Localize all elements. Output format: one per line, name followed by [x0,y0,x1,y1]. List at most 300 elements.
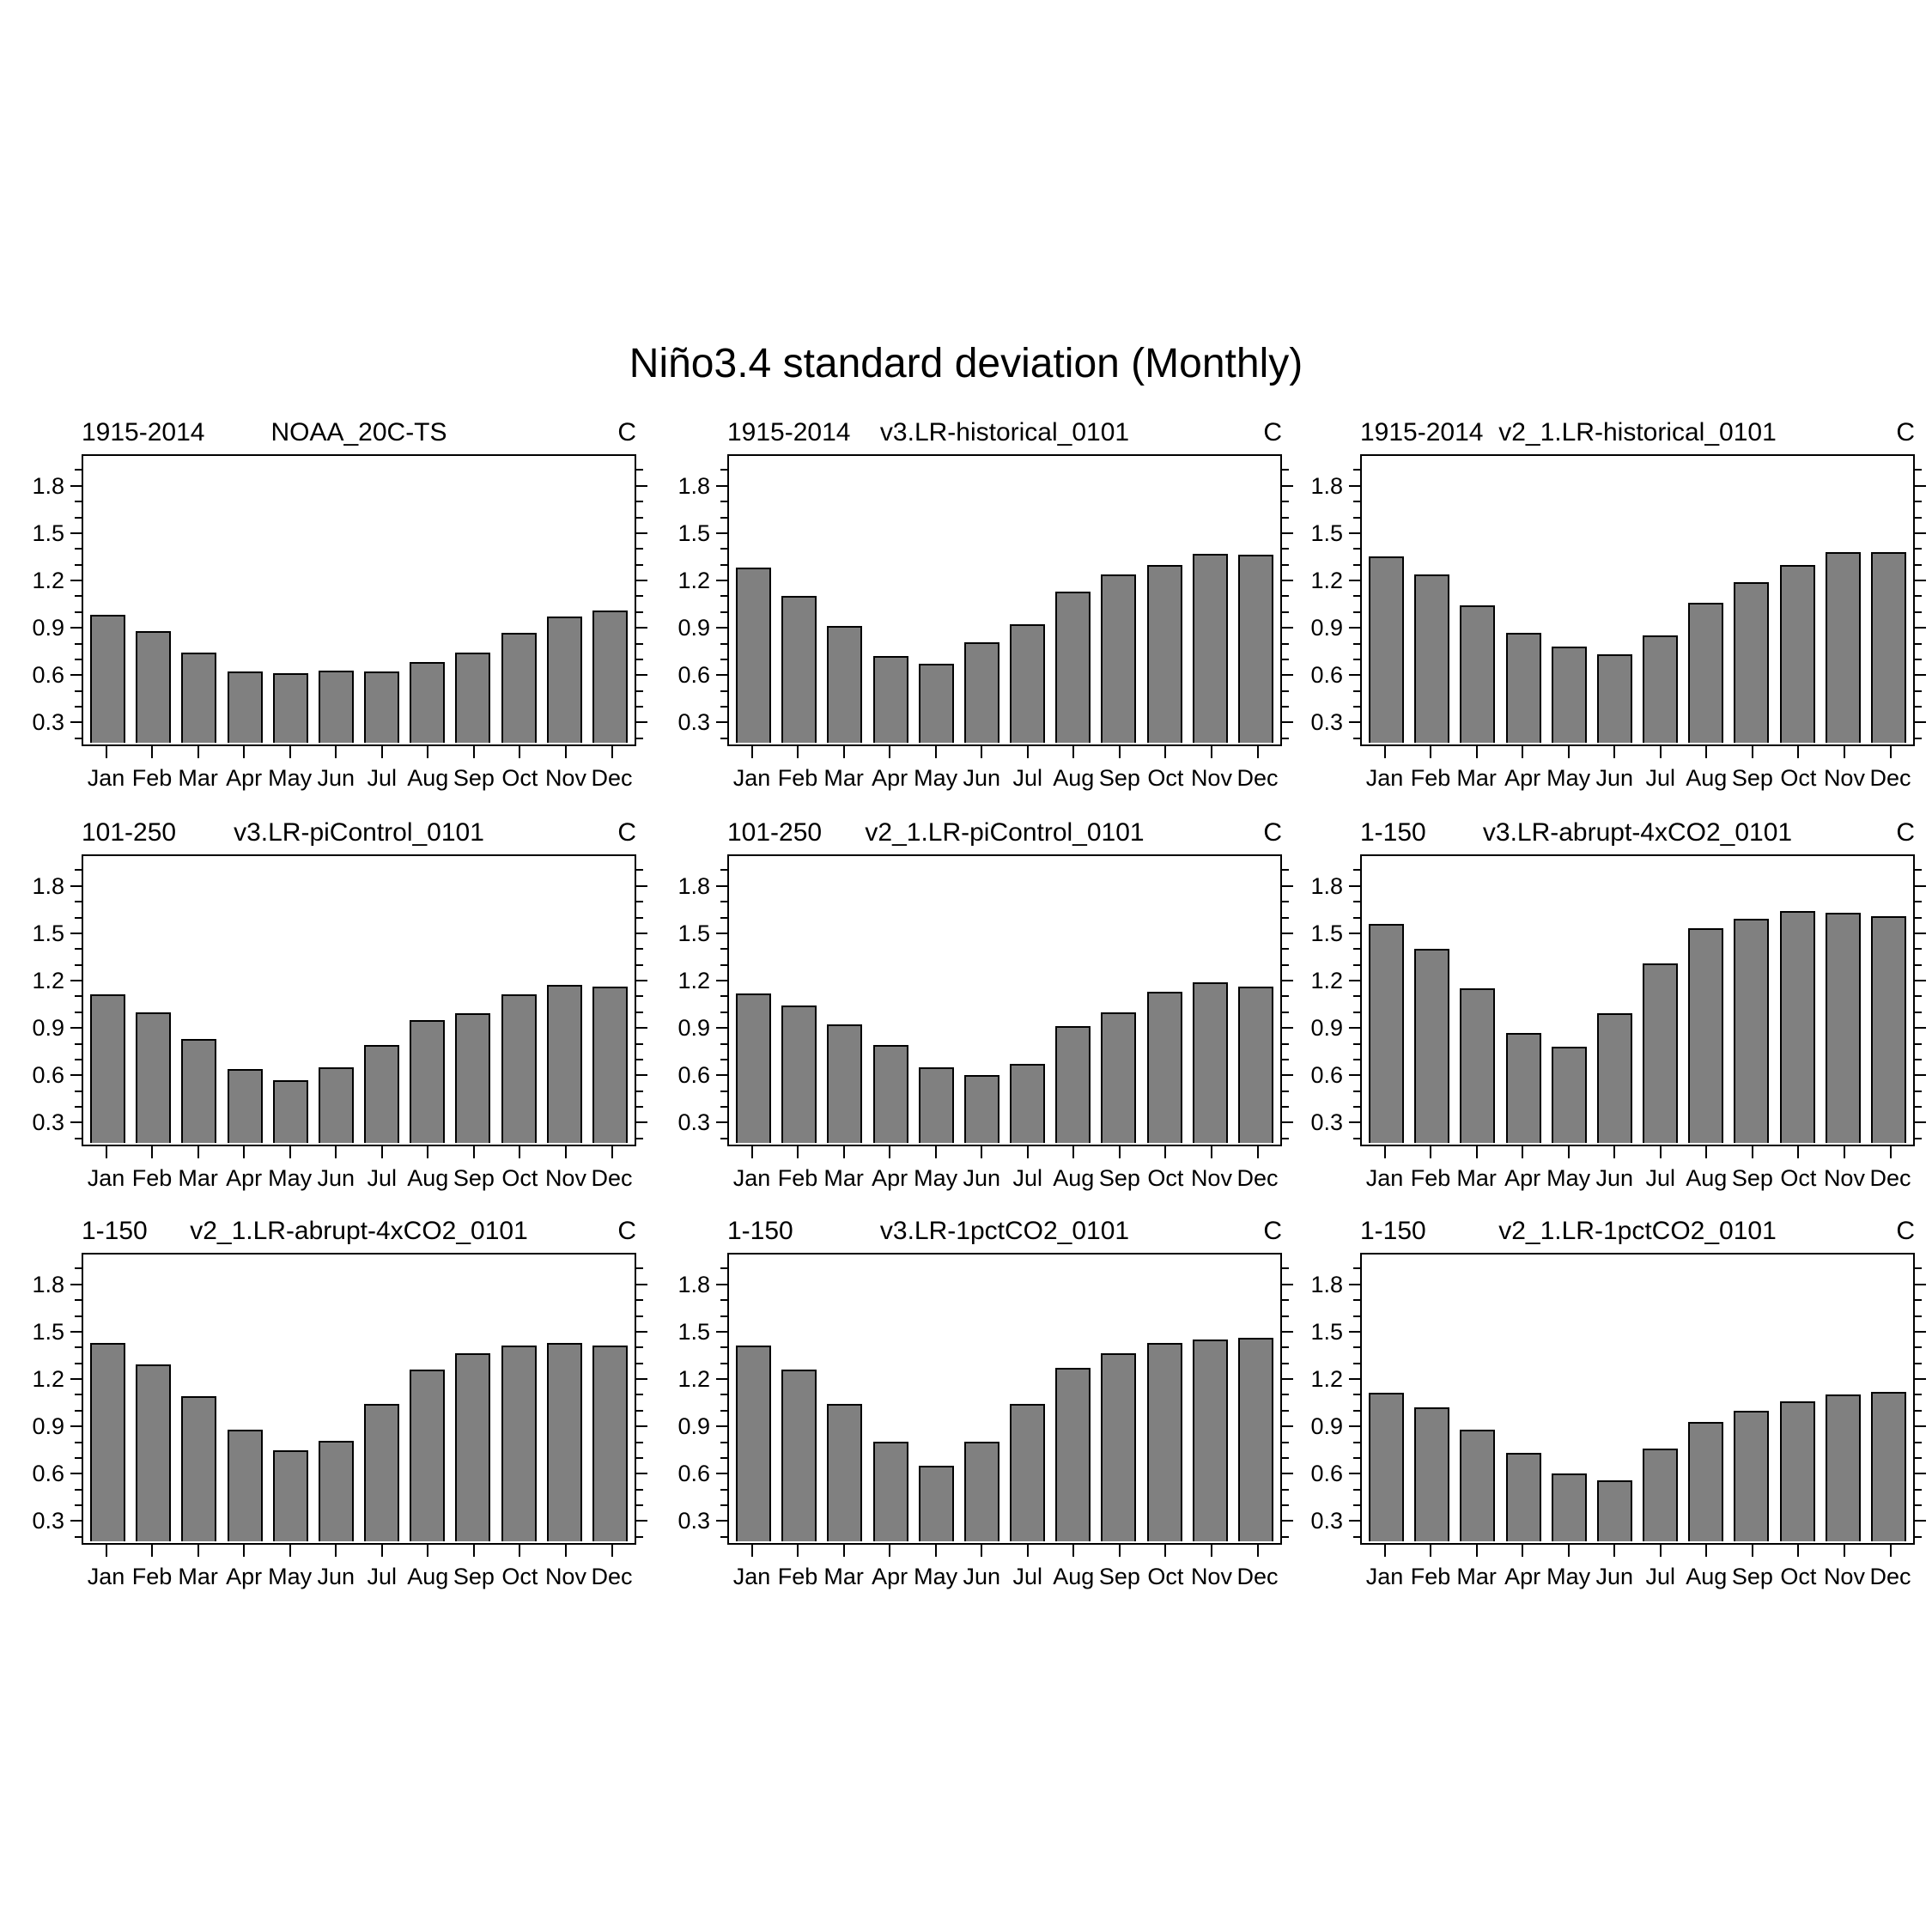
y-minor-tick-left [1353,1536,1360,1538]
x-tick-label: Jan [87,765,125,791]
x-tick-label: Aug [1053,765,1095,791]
x-tick-label: Jan [1365,765,1404,791]
bar-mar [827,1404,862,1541]
y-tick-label: 0.3 [32,709,64,736]
y-tick-label: 1.8 [1310,472,1343,499]
x-tick [1430,1146,1431,1158]
y-major-tick-left [716,532,727,534]
x-tick-label: Jun [317,1165,355,1191]
x-tick [151,1146,153,1158]
bar-sep [1734,582,1769,743]
x-tick-label: Dec [1869,1564,1911,1589]
y-minor-tick-left [75,1457,82,1459]
y-major-tick-left [1349,485,1360,487]
y-minor-tick-left [1353,1299,1360,1301]
x-tick-label: Apr [1504,1564,1541,1589]
y-minor-tick-right [1282,548,1289,550]
panel-period-label: 1915-2014 [727,418,851,447]
y-major-tick-left [1349,885,1360,887]
y-minor-tick-right [1915,1346,1922,1348]
x-tick [565,1146,567,1158]
y-major-tick-left [1349,1074,1360,1076]
y-major-tick-right [1915,1284,1926,1285]
y-major-tick-left [1349,1520,1360,1522]
y-minor-tick-right [1915,1106,1922,1108]
x-tick [197,746,199,758]
y-major-tick-left [1349,721,1360,723]
bar-sep [455,653,490,743]
y-tick-label: 0.6 [32,1062,64,1089]
x-tick [935,746,937,758]
x-tick [1890,1545,1892,1557]
x-tick [1844,746,1845,758]
x-tick-label: Apr [872,765,908,791]
bar-series [1364,858,1911,1143]
y-minor-tick-right [1915,1442,1922,1443]
y-minor-tick-right [636,1536,643,1538]
x-tick-label: Jun [1595,765,1633,791]
y-minor-tick-right [636,738,643,739]
x-tick [1568,1146,1570,1158]
plot-area [1360,454,1915,746]
bar-series [85,1256,633,1541]
bar-jul [364,1045,399,1143]
y-major-tick-right [1915,1473,1926,1474]
y-major-tick-left [1349,627,1360,629]
panel-corner-label: C [1263,418,1282,447]
bar-feb [781,1005,817,1143]
y-major-tick-left [70,485,82,487]
y-minor-tick-right [1915,548,1922,550]
x-tick [1430,746,1431,758]
y-minor-tick-left [720,1091,727,1092]
y-major-tick-left [1349,1331,1360,1333]
bar-mar [827,1024,862,1143]
bar-sep [1101,1012,1136,1143]
x-tick [889,1545,890,1557]
x-tick [1164,1545,1166,1557]
y-tick-label: 1.2 [32,968,64,994]
x-tick-label: Feb [131,765,173,791]
bar-dec [592,987,628,1143]
x-tick [797,1146,799,1158]
x-tick-label: Feb [777,1165,818,1191]
y-major-tick-left [716,1378,727,1380]
bar-feb [1414,1407,1449,1541]
y-minor-tick-left [75,1012,82,1013]
y-minor-tick-left [720,501,727,502]
y-minor-tick-right [1282,1457,1289,1459]
y-major-tick-right [1915,1027,1926,1029]
panel-period-label: 1-150 [1360,1217,1426,1245]
x-tick [1027,1146,1029,1158]
y-minor-tick-left [75,1346,82,1348]
y-minor-tick-right [1915,738,1922,739]
x-tick-label: May [1546,1564,1591,1589]
panel-v2-1-lr-abrupt-4xco2 [32,1217,636,1589]
y-minor-tick-left [720,1138,727,1139]
y-minor-tick-right [1282,1504,1289,1506]
y-minor-tick-left [720,1346,727,1348]
x-tick-label: Jan [732,765,771,791]
y-minor-tick-left [720,948,727,950]
bar-jul [364,671,399,743]
bar-feb [136,631,171,743]
x-tick-label: Jul [1012,765,1043,791]
y-major-tick-left [716,933,727,934]
x-tick-label: Sep [453,765,495,791]
y-minor-tick-right [1282,1536,1289,1538]
x-tick-label: Nov [1823,1165,1865,1191]
x-tick-label: Apr [226,1165,263,1191]
bar-nov [1193,554,1228,743]
y-tick-label: 0.6 [1310,1062,1343,1089]
x-tick [197,1146,199,1158]
y-tick-label: 0.6 [677,662,710,689]
x-tick [1119,1545,1121,1557]
y-minor-tick-left [1353,548,1360,550]
y-minor-tick-left [1353,501,1360,502]
y-minor-tick-left [720,738,727,739]
x-tick [1890,746,1892,758]
bar-apr [228,1430,263,1541]
bar-oct [501,633,537,743]
bar-series [1364,1256,1911,1541]
panel-v3-lr-historical [677,418,1282,791]
bar-apr [873,656,908,743]
y-minor-tick-left [720,1410,727,1412]
panel-title: NOAA_20C-TS [270,418,447,447]
plot-area [1360,1253,1915,1545]
x-tick [519,1545,520,1557]
x-tick-label: Jan [732,1165,771,1191]
bar-aug [410,662,445,743]
y-major-tick-right [1915,674,1926,676]
y-minor-tick-left [75,469,82,471]
x-tick [1027,1545,1029,1557]
y-minor-tick-right [1282,690,1289,692]
x-tick [1384,1146,1386,1158]
y-minor-tick-right [636,643,643,645]
x-tick [197,1545,199,1557]
y-tick-label: 1.8 [32,872,64,899]
y-tick-label: 1.5 [1310,1318,1343,1345]
y-minor-tick-left [720,901,727,902]
y-minor-tick-left [1353,1012,1360,1013]
x-tick [843,1146,845,1158]
y-minor-tick-left [1353,917,1360,919]
x-tick [289,1545,291,1557]
x-tick [519,746,520,758]
y-minor-tick-left [75,1299,82,1301]
y-major-tick-left [716,1121,727,1123]
x-tick-label: Mar [1456,1564,1497,1589]
bar-series [85,458,633,743]
bar-may [919,664,954,743]
y-major-tick-left [716,580,727,581]
panel-header [1360,1212,1915,1249]
y-major-tick-left [716,1074,727,1076]
y-minor-tick-right [636,948,643,950]
x-tick [1752,1146,1753,1158]
x-tick-label: Sep [1098,1564,1140,1589]
y-minor-tick-right [636,1346,643,1348]
panel-noaa-20c-ts [32,418,636,791]
x-tick-label: Dec [1869,1165,1911,1191]
x-tick [243,1146,245,1158]
y-minor-tick-right [1915,643,1922,645]
x-tick-label: Aug [407,1564,449,1589]
x-tick-label: Mar [1456,765,1497,791]
y-minor-tick-right [1915,501,1922,502]
bar-jan [736,1346,771,1541]
x-tick-label: Oct [1780,1165,1817,1191]
x-tick [1211,1545,1212,1557]
y-minor-tick-left [75,1138,82,1139]
x-tick [1072,746,1074,758]
x-tick [611,1146,613,1158]
x-tick-label: Jul [367,1564,398,1589]
panel-v3-lr-picontrol [32,818,636,1191]
y-minor-tick-left [1353,1043,1360,1045]
x-tick-label: Jan [87,1564,125,1589]
x-tick [1844,1146,1845,1158]
x-tick [1568,1545,1570,1557]
y-tick-label: 1.5 [32,1318,64,1345]
y-minor-tick-right [1282,659,1289,660]
x-tick-label: Feb [131,1564,173,1589]
y-minor-tick-right [1915,1059,1922,1060]
x-tick-label: Sep [453,1165,495,1191]
y-tick-label: 1.5 [32,519,64,546]
panel-header [727,813,1282,851]
plot-area [727,454,1282,746]
panel-title: v3.LR-historical_0101 [879,418,1130,447]
x-tick-label: Jan [732,1564,771,1589]
x-tick-label: Oct [1780,765,1817,791]
bar-feb [1414,574,1449,743]
x-tick [1660,746,1662,758]
y-major-tick-left [70,627,82,629]
bar-aug [1055,1026,1091,1143]
bar-aug [410,1370,445,1541]
x-tick [981,1545,982,1557]
bar-feb [136,1012,171,1143]
y-major-tick-right [1915,1074,1926,1076]
y-major-tick-right [1915,1331,1926,1333]
bar-may [919,1466,954,1541]
x-tick-label: Mar [178,765,218,791]
y-minor-tick-right [1915,595,1922,597]
y-tick-label: 0.9 [32,1015,64,1042]
bar-aug [1688,928,1723,1143]
x-tick [611,1545,613,1557]
y-tick-label: 1.2 [1310,968,1343,994]
x-tick [1752,746,1753,758]
y-tick-label: 0.6 [1310,1461,1343,1487]
y-minor-tick-left [1353,1059,1360,1060]
bar-dec [592,1346,628,1541]
bar-apr [873,1442,908,1541]
y-minor-tick-left [1353,611,1360,613]
y-minor-tick-left [75,1315,82,1317]
x-tick [427,1146,428,1158]
y-tick-label: 1.2 [32,1366,64,1393]
y-minor-tick-right [1915,869,1922,871]
y-major-tick-left [70,1331,82,1333]
y-minor-tick-left [720,1106,727,1108]
y-minor-tick-left [75,595,82,597]
y-major-tick-left [70,1027,82,1029]
bar-jun [964,1442,999,1541]
y-minor-tick-right [636,690,643,692]
y-tick-label: 0.6 [32,1461,64,1487]
y-minor-tick-right [1915,917,1922,919]
y-minor-tick-left [75,1043,82,1045]
y-minor-tick-right [636,964,643,966]
x-tick [473,1146,475,1158]
x-tick-label: Dec [1236,1165,1279,1191]
y-minor-tick-left [720,917,727,919]
y-major-tick-right [1915,933,1926,934]
y-minor-tick-right [1915,948,1922,950]
panel-header [82,413,636,451]
bar-nov [1193,1340,1228,1541]
y-tick-label: 1.8 [32,472,64,499]
x-tick [1797,1146,1799,1158]
x-tick-label: Sep [1731,1564,1773,1589]
y-minor-tick-left [75,643,82,645]
bar-jan [90,615,125,743]
y-minor-tick-right [1915,1504,1922,1506]
x-tick [1072,1545,1074,1557]
bar-may [919,1067,954,1143]
y-tick-label: 0.9 [677,615,710,641]
y-major-tick-left [70,674,82,676]
bar-series [731,858,1279,1143]
bar-feb [1414,949,1449,1143]
y-tick-label: 1.2 [32,568,64,594]
bar-oct [501,994,537,1143]
bar-jun [1597,1480,1632,1542]
y-tick-label: 1.2 [677,968,710,994]
x-tick-label: Jun [963,765,1000,791]
y-minor-tick-right [1282,1363,1289,1364]
y-tick-label: 0.9 [32,1413,64,1440]
bar-oct [1147,992,1182,1143]
y-tick-label: 0.3 [677,709,710,736]
y-minor-tick-right [636,1059,643,1060]
panel-title: v2_1.LR-piControl_0101 [865,818,1145,847]
x-tick-label: Sep [1731,765,1773,791]
y-minor-tick-right [636,1012,643,1013]
panel-title: v2_1.LR-historical_0101 [1498,418,1777,447]
bar-jan [1369,556,1404,743]
y-minor-tick-right [1915,659,1922,660]
x-tick [889,746,890,758]
x-tick [1072,1146,1074,1158]
x-tick [1384,1545,1386,1557]
y-minor-tick-right [1282,595,1289,597]
x-tick-label: Jun [317,1564,355,1589]
y-minor-tick-left [1353,1457,1360,1459]
bar-sep [455,1353,490,1541]
y-major-tick-left [70,1378,82,1380]
panel-period-label: 101-250 [82,818,177,847]
y-major-tick-right [1915,1425,1926,1427]
bar-oct [1147,1343,1182,1541]
y-minor-tick-right [1282,1091,1289,1092]
y-major-tick-left [716,980,727,981]
y-tick-label: 1.8 [677,472,710,499]
y-tick-label: 0.3 [1310,1109,1343,1136]
x-tick [1705,746,1707,758]
x-tick [106,746,107,758]
bar-dec [1871,916,1906,1143]
x-tick [1476,746,1478,758]
x-tick-label: Apr [872,1165,908,1191]
y-major-tick-left [70,532,82,534]
y-minor-tick-right [1282,1489,1289,1491]
y-minor-tick-right [1915,564,1922,566]
x-tick [1890,1146,1892,1158]
y-minor-tick-right [636,706,643,708]
y-minor-tick-right [1915,1394,1922,1395]
y-tick-label: 0.3 [1310,709,1343,736]
bar-nov [1826,552,1861,743]
panel-v2-1-lr-picontrol [677,818,1282,1191]
y-minor-tick-right [1282,501,1289,502]
bar-jul [1010,1064,1045,1143]
y-minor-tick-right [636,1410,643,1412]
y-minor-tick-left [75,1059,82,1060]
x-tick-label: May [914,1165,958,1191]
x-tick-label: Jul [367,765,398,791]
y-tick-label: 0.3 [32,1109,64,1136]
y-minor-tick-left [720,659,727,660]
x-tick [1257,1146,1259,1158]
y-major-tick-left [70,721,82,723]
y-major-tick-left [1349,1027,1360,1029]
y-tick-label: 0.9 [32,615,64,641]
y-minor-tick-right [1915,706,1922,708]
x-tick-label: Jul [1012,1564,1043,1589]
y-minor-tick-right [636,1091,643,1092]
x-tick-label: Jul [1645,765,1676,791]
y-major-tick-right [1915,627,1926,629]
y-major-tick-left [70,933,82,934]
x-tick-label: Dec [591,1165,633,1191]
x-tick [1164,746,1166,758]
y-minor-tick-left [720,469,727,471]
y-major-tick-left [716,1520,727,1522]
y-minor-tick-left [720,1299,727,1301]
x-tick [1119,1146,1121,1158]
y-minor-tick-left [1353,1138,1360,1139]
y-minor-tick-left [75,1410,82,1412]
y-minor-tick-right [636,1138,643,1139]
bar-dec [1238,1338,1273,1541]
plot-area [82,854,636,1146]
y-minor-tick-right [636,1106,643,1108]
x-tick-label: Sep [1098,765,1140,791]
bar-jun [319,1067,354,1143]
y-minor-tick-left [75,1504,82,1506]
bar-aug [1055,1368,1091,1541]
y-minor-tick-right [1915,1536,1922,1538]
y-minor-tick-right [1915,1410,1922,1412]
y-minor-tick-left [75,901,82,902]
